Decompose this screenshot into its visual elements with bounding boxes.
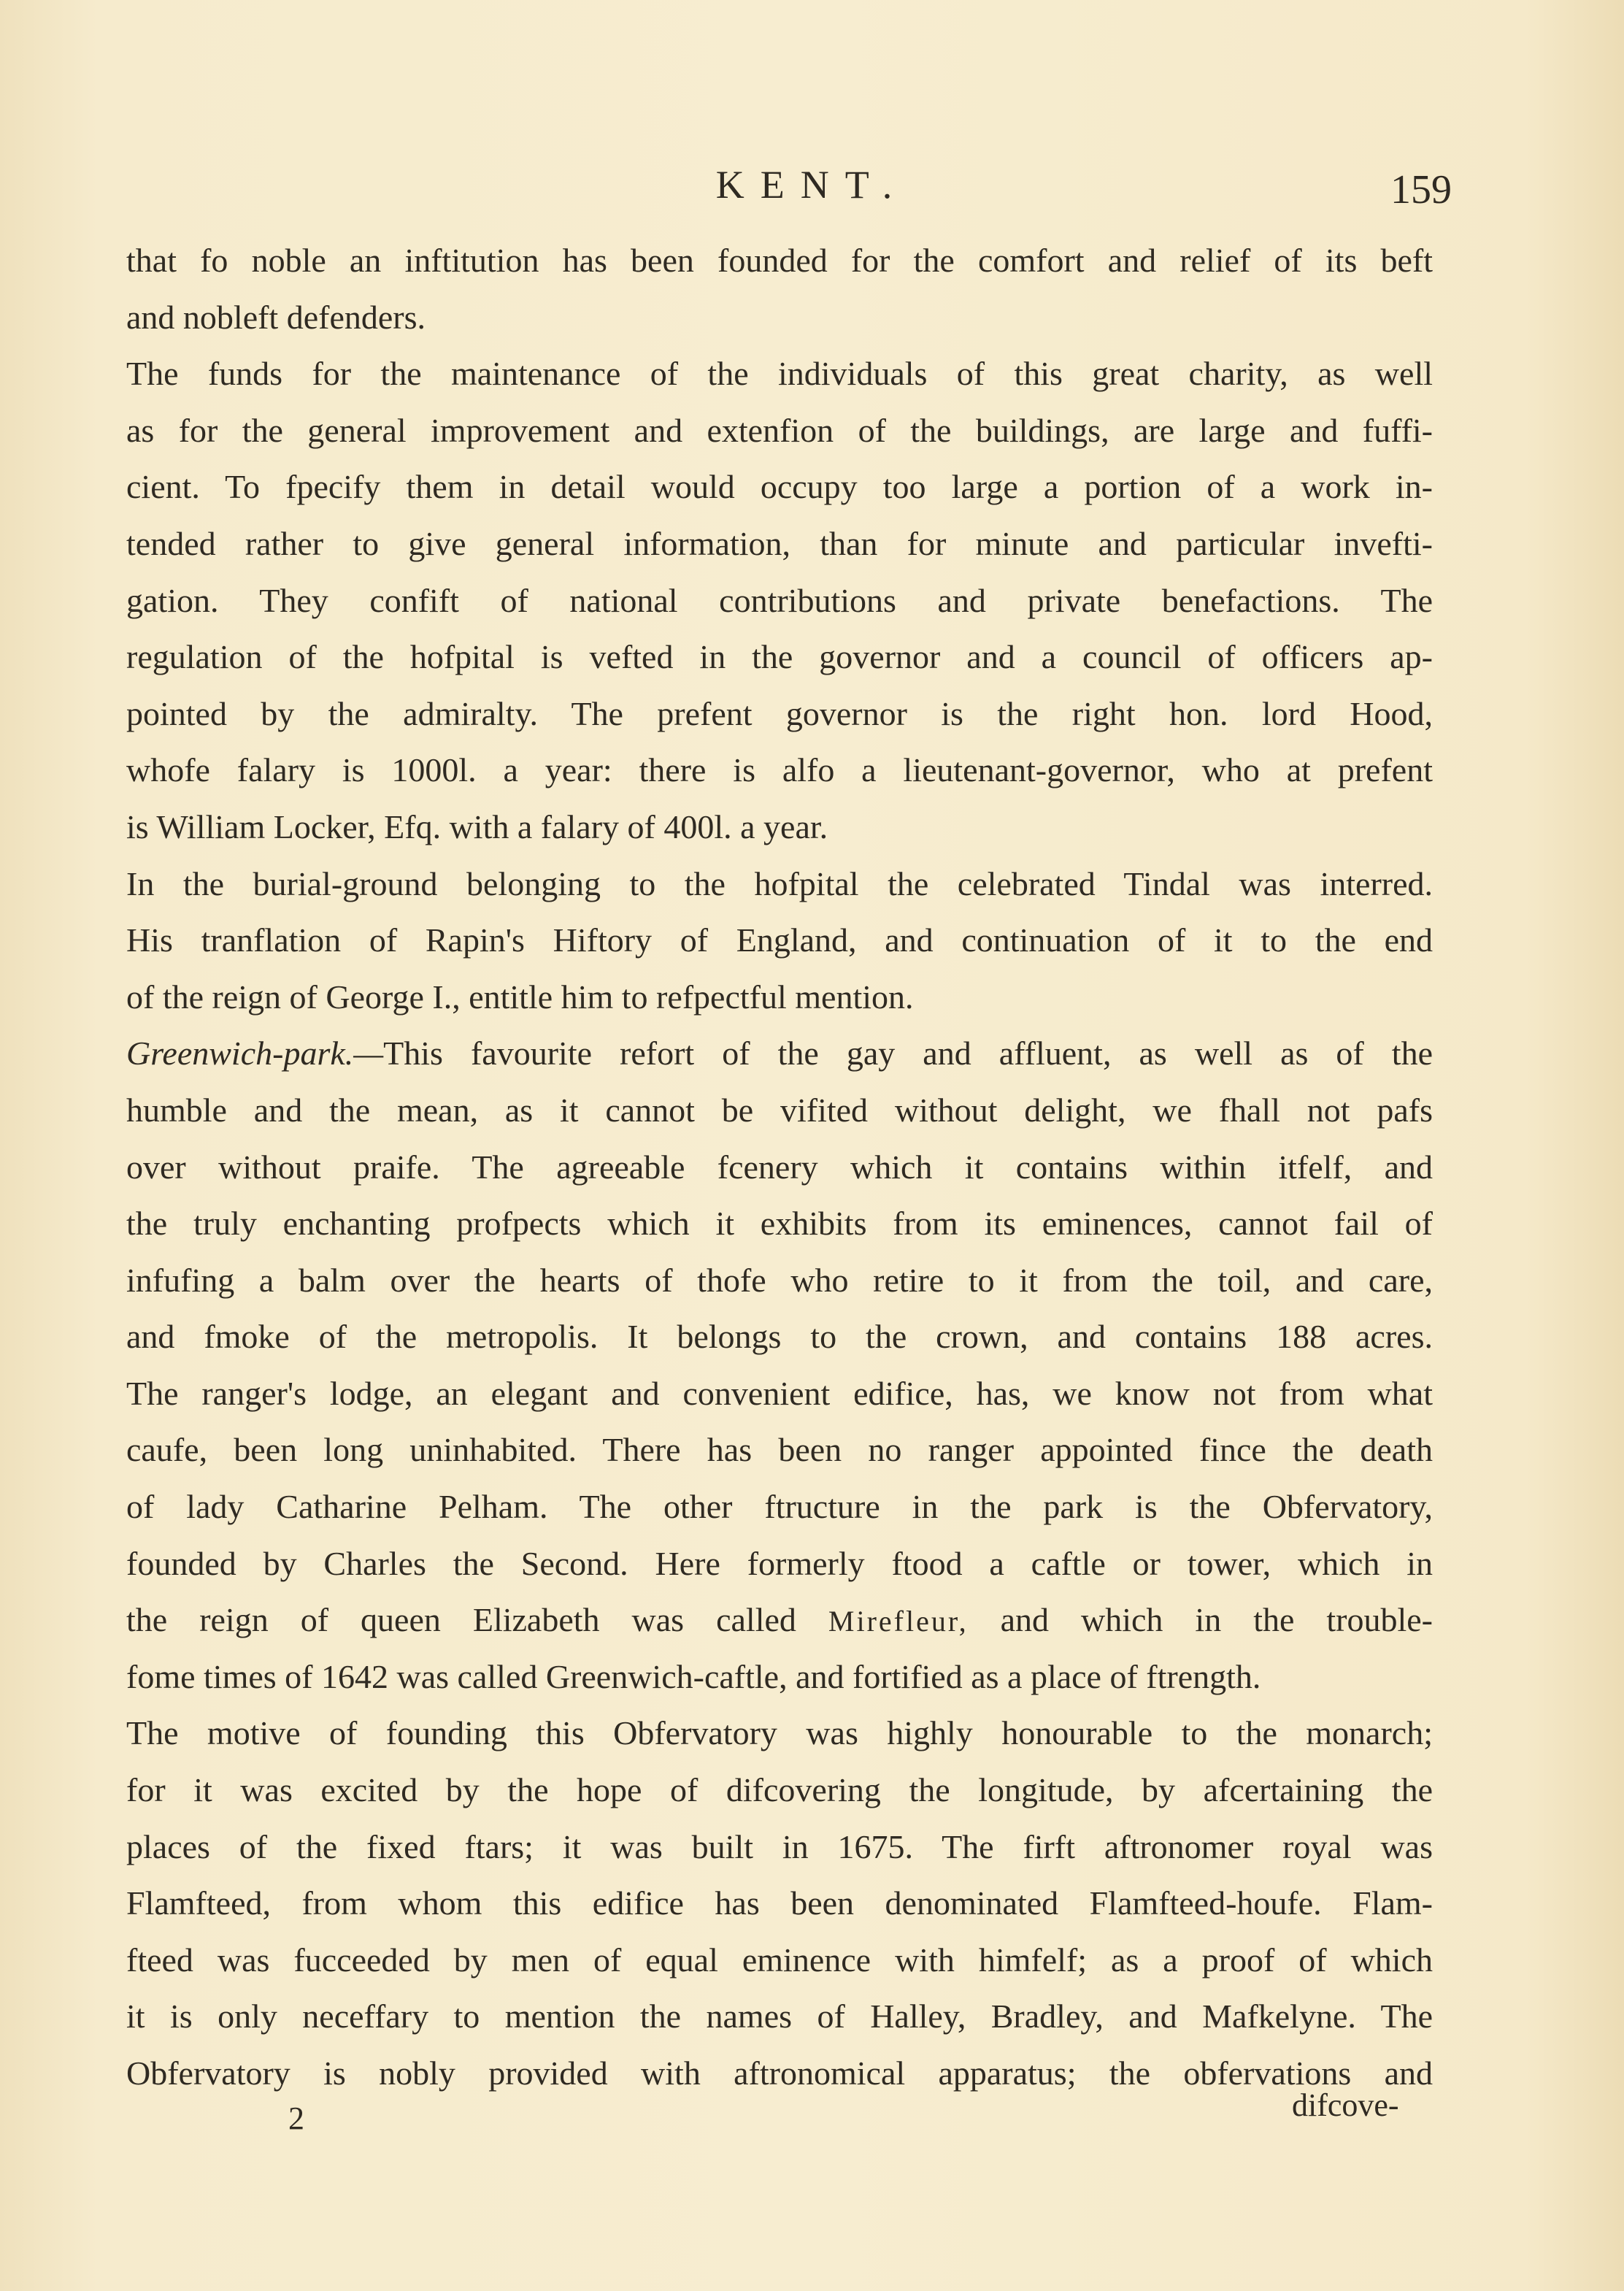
text-line: In the burial-ground belonging to the hofpital the celebrated Tindal was interred. — [126, 864, 1433, 902]
catchword: difcove- — [1292, 2087, 1399, 2123]
line-suffix: and which in the trouble- — [1000, 1601, 1433, 1639]
text-line: is William Locker, Efq. with a falary of 400l. a year. — [126, 807, 828, 845]
text-line: and fmoke of the metropolis. It belongs to the crown, and contains 188 acres. — [126, 1318, 1433, 1356]
text-line: infufing a balm over the hearts of thofe who retire to it from the toil, and care, — [126, 1261, 1433, 1299]
text-line: The motive of founding this Obfervatory was highly honourable to the monarch; — [126, 1714, 1433, 1752]
text-line: The ranger's lodge, an elegant and convenient edifice, has, we know not from what — [126, 1374, 1433, 1412]
text-line: that fo noble an inftitution has been founded for the comfort and relief of its beft — [126, 242, 1433, 279]
text-line: tended rather to give general information, than for minute and particular invefti- — [126, 524, 1433, 562]
line-prefix: the reign of queen Elizabeth was called — [126, 1601, 828, 1639]
text-line-park — [126, 1025, 1433, 1082]
text-line: humble and the mean, as it cannot be vifited without delight, we fhall not pafs — [126, 1091, 1433, 1129]
text-line: fome times of 1642 was called Greenwich-caftle, and fortified as a place of ftrength. — [126, 1657, 1261, 1695]
text-line: caufe, been long uninhabited. There has been no ranger appointed fince the death — [126, 1431, 1433, 1469]
text-line: The funds for the maintenance of the individuals of this great charity, as well — [126, 355, 1433, 393]
text-line: pointed by the admiralty. The prefent governor is the right hon. lord Hood, — [126, 694, 1433, 732]
text-line: His tranflation of Rapin's Hiftory of England, and continuation of it to the end — [126, 921, 1433, 959]
signature-mark: 2 — [288, 2100, 304, 2136]
park-line-text: This favourite refort of the gay and affluent, as well as of the — [383, 1035, 1433, 1072]
page-number: 159 — [1390, 167, 1452, 212]
text-line: of the reign of George I., entitle him to refpectful mention. — [126, 978, 914, 1016]
text-line: places of the fixed ftars; it was built in 1675. The firft aftronomer royal was — [126, 1827, 1433, 1865]
text-line: as for the general improvement and extenfion of the buildings, are large and fuffi- — [126, 411, 1433, 449]
text-line-mirefleur — [126, 1592, 1433, 1649]
running-head-title: KENT. — [715, 163, 909, 207]
body-text — [126, 232, 1433, 2102]
text-line: it is only neceffary to mention the names of Halley, Bradley, and Mafkelyne. The — [126, 1998, 1433, 2035]
text-line: and nobleft defenders. — [126, 298, 426, 336]
text-line: whofe falary is 1000l. a year: there is alfo a lieutenant-governor, who at prefent — [126, 751, 1433, 789]
text-line: for it was excited by the hope of difcovering the longitude, by afcertaining the — [126, 1771, 1433, 1809]
text-line: gation. They confift of national contributions and private benefactions. The — [126, 581, 1433, 619]
text-line: over without praife. The agreeable fcenery which it contains within itfelf, and — [126, 1148, 1433, 1186]
text-line: Flamfteed, from whom this edifice has been denominated Flamfteed-houfe. Flam- — [126, 1884, 1433, 1922]
mirefleur-smallcaps: Mirefleur, — [828, 1605, 969, 1638]
text-line: the truly enchanting profpects which it exhibits from its eminences, cannot fail of — [126, 1205, 1433, 1243]
greenwich-park-heading: Greenwich-park.— — [126, 1035, 384, 1072]
text-line: of lady Catharine Pelham. The other ftructure in the park is the Obfervatory, — [126, 1488, 1433, 1526]
text-line: fteed was fucceeded by men of equal eminence with himfelf; as a proof of which — [126, 1941, 1433, 1979]
text-line: cient. To fpecify them in detail would occupy too large a portion of a work in- — [126, 468, 1433, 506]
text-line: regulation of the hofpital is vefted in the governor and a council of officers ap- — [126, 638, 1433, 676]
text-line: Obfervatory is nobly provided with aftronomical apparatus; the obfervations and — [126, 2054, 1433, 2092]
text-line: founded by Charles the Second. Here formerly ftood a caftle or tower, which in — [126, 1544, 1433, 1582]
